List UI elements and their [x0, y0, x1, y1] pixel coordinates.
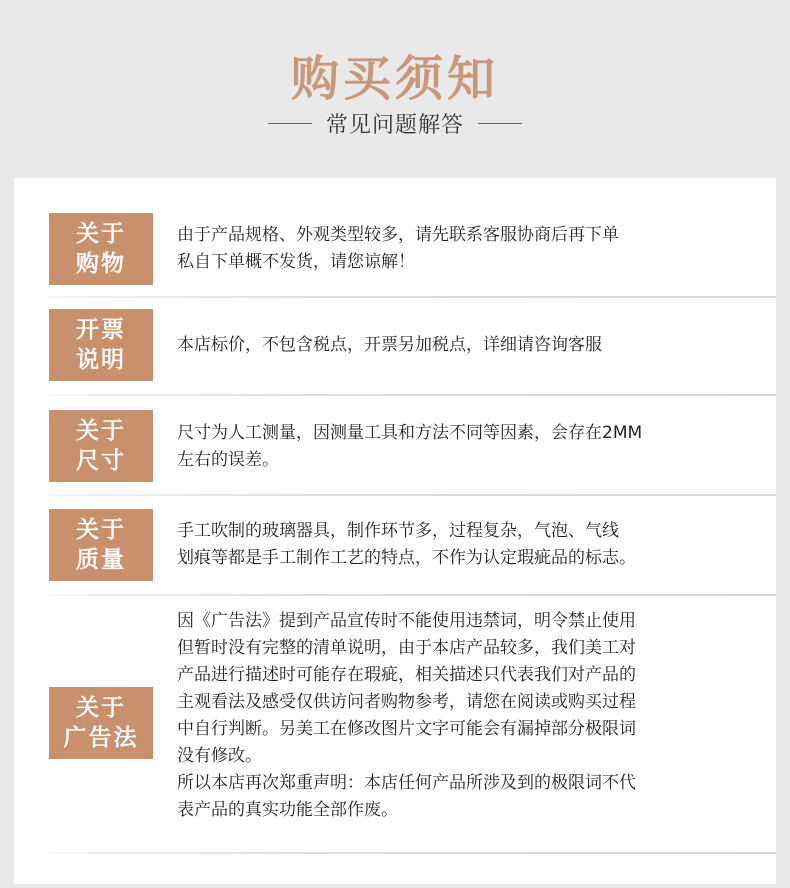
faq-badge-line2: 说明 — [76, 347, 126, 373]
faq-divider — [49, 296, 776, 298]
faq-badge-line2: 质量 — [76, 547, 126, 573]
page-subtitle: 常见问题解答 — [325, 113, 464, 138]
subtitle-right-rule — [478, 123, 522, 124]
faq-card — [14, 178, 776, 884]
faq-divider — [49, 594, 776, 596]
faq-badge-quality — [49, 509, 153, 581]
faq-text-shopping: 由于产品规格、外观类型较多，请先联系客服协商后再下单 私自下单概不发货，请您谅解！ — [177, 225, 619, 272]
faq-badge-line2: 广告法 — [63, 725, 139, 751]
faq-badge-shopping — [49, 213, 153, 285]
faq-badge-line1: 关于 — [76, 418, 126, 444]
faq-text-invoice: 本店标价，不包含税点，开票另加税点，详细请咨询客服 — [177, 335, 602, 355]
subtitle-group — [0, 108, 790, 139]
faq-badge-line2: 购物 — [76, 251, 126, 277]
faq-badge-invoice — [49, 309, 153, 381]
faq-badge-size — [49, 410, 153, 482]
faq-divider — [49, 494, 776, 496]
page-title: 购买须知 — [290, 51, 499, 107]
faq-badge-line1: 关于 — [76, 695, 126, 721]
faq-badge-line1: 关于 — [76, 517, 126, 543]
faq-text-ad-law: 因《广告法》提到产品宣传时不能使用违禁词，明令禁止使用 但暂时没有完整的清单说明，由于本店产品较多，我们美工对 产品进行描述时可能存在瑕疵，相关描述只代表我们对产品的 主观看法及感受仅供访问者购物参考，请您在阅读或购买过程 中自行判断。另美工在修改图片文字可能会有漏掉部分极限词 没有修改。 所以本店再次郑重声明：本店任何产品所涉及到的极限词不代 表产品的真实功能全部作废。 — [177, 611, 636, 820]
faq-divider — [49, 394, 776, 396]
faq-badge-line2: 尺寸 — [76, 448, 126, 474]
faq-text-quality: 手工吹制的玻璃器具，制作环节多，过程复杂，气泡、气线 划痕等都是手工制作工艺的特点，不作为认定瑕疵品的标志。 — [177, 521, 636, 568]
faq-badge-line1: 关于 — [76, 221, 126, 247]
faq-text-size: 尺寸为人工测量，因测量工具和方法不同等因素，会存在2MM 左右的误差。 — [177, 423, 643, 470]
faq-divider — [49, 852, 776, 854]
faq-badge-line1: 开票 — [76, 317, 126, 343]
subtitle-left-rule — [268, 123, 312, 124]
faq-badge-ad-law — [49, 687, 153, 759]
